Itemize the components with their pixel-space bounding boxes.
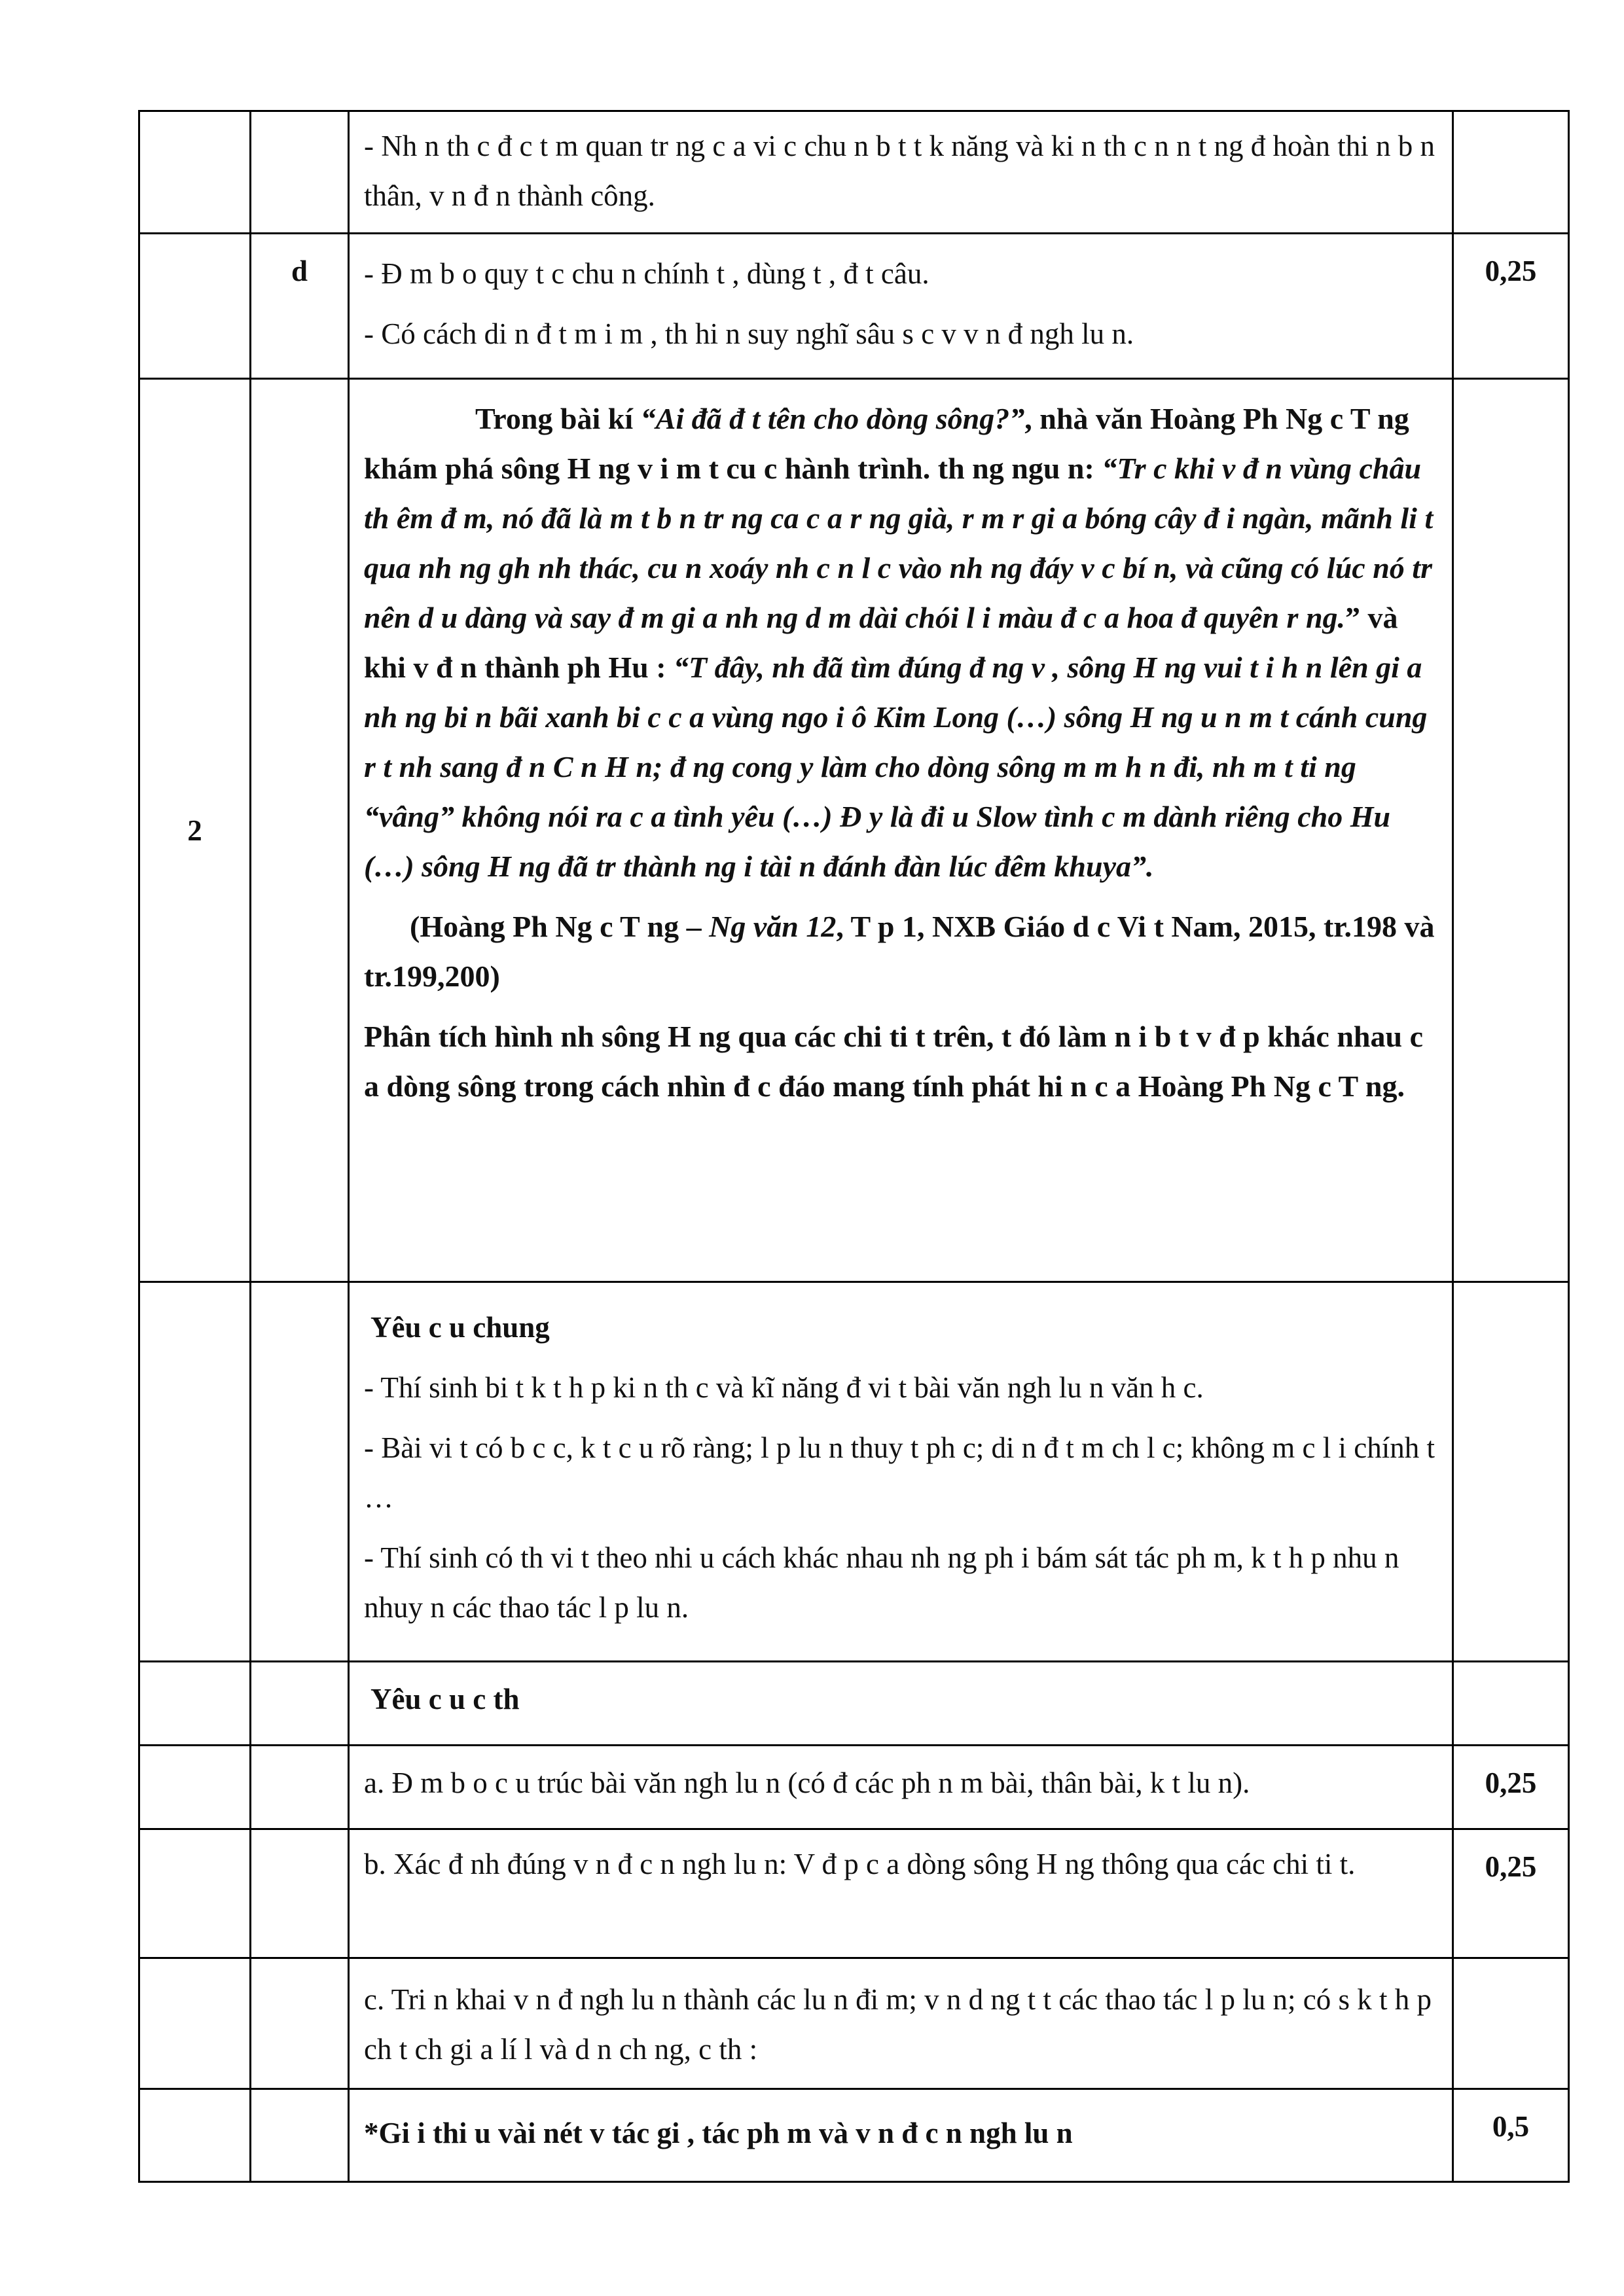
score-value: 0,5 <box>1453 2089 1569 2182</box>
subquestion-cell <box>251 1662 349 1746</box>
work-title: “Ai đã đ t tên cho dòng sông?” <box>640 402 1025 435</box>
question-cell <box>139 111 251 234</box>
section-heading: *Gi i thi u vài nét v tác gi , tác ph m và v n đ c n ngh lu n <box>364 2117 1073 2149</box>
subquestion-cell <box>251 111 349 234</box>
table-row <box>139 1662 1569 1746</box>
section-heading: Yêu c u c th <box>370 1683 520 1715</box>
score-cell <box>1453 1958 1569 2089</box>
table-row <box>139 379 1569 1282</box>
table-row <box>139 1282 1569 1662</box>
content-cell <box>349 111 1453 234</box>
subquestion-cell <box>251 2089 349 2182</box>
question-cell <box>139 1746 251 1829</box>
content-line: - Đ m b o quy t c chu n chính t , dùng t , đ t câu. <box>364 257 929 290</box>
citation-author: (Hoàng Ph Ng c T ng – <box>410 910 710 943</box>
content-cell <box>349 234 1453 379</box>
prompt-text: , nhà văn Hoàng Ph Ng c T ng khám phá sông H ng v i m t cu c hành trình. th ng ngu n: <box>364 402 1409 485</box>
prompt-text: ” và khi v đ n thành ph Hu : <box>364 601 1398 684</box>
subquestion-cell <box>251 379 349 1282</box>
answer-key-table <box>138 110 1570 2183</box>
content-cell <box>349 1958 1453 2089</box>
subquestion-cell <box>251 1829 349 1958</box>
question-cell <box>139 2089 251 2182</box>
table-row <box>139 2089 1569 2182</box>
content-cell <box>349 1746 1453 1829</box>
content-cell <box>349 379 1453 1282</box>
question-cell <box>139 1958 251 2089</box>
score-value: 0,25 <box>1453 234 1569 379</box>
question-cell <box>139 1829 251 1958</box>
table-row <box>139 1958 1569 2089</box>
source-citation <box>364 902 1440 1001</box>
content-cell <box>349 1662 1453 1746</box>
question-cell <box>139 1662 251 1746</box>
score-cell <box>1453 1282 1569 1662</box>
question-number: 2 <box>139 379 251 1282</box>
content-line: a. Đ m b o c u trúc bài văn ngh lu n (có đ các ph n m bài, thân bài, k t lu n). <box>364 1767 1250 1799</box>
score-value: 0,25 <box>1453 1746 1569 1829</box>
table-row <box>139 1829 1569 1958</box>
question-cell <box>139 234 251 379</box>
content-line: c. Tri n khai v n đ ngh lu n thành các lu n đi m; v n d ng t t các thao tác l p lu n; có s k t h p ch t ch gi a lí l và d n ch ng, c th : <box>364 1983 1432 2066</box>
prompt-intro: Trong bài kí <box>475 402 641 435</box>
table-row <box>139 111 1569 234</box>
subquestion-cell <box>251 1746 349 1829</box>
content-line: b. Xác đ nh đúng v n đ c n ngh lu n: V đ p c a dòng sông H ng thông qua các chi ti t. <box>364 1848 1356 1880</box>
score-cell <box>1453 1662 1569 1746</box>
score-cell <box>1453 111 1569 234</box>
quote-hue: “T đây, nh đã tìm đúng đ ng v , sông H ng vui t i h n lên gi a nh ng bi n bãi xanh bi c c a vùng ngo i ô Kim Long (…) sông H ng u n m t cánh cung r t nh sang đ n C n H n; đ ng cong y làm cho dòng sông m m h n đi, nh m t ti ng “vâng” không nói ra c a tình yêu (…) Đ y là đi u Slow tình c m dành riêng cho Hu (…) sông H ng đã tr thành ng i tài n đánh đàn lúc đêm khuya”. <box>364 651 1428 883</box>
content-cell <box>349 2089 1453 2182</box>
subquestion-cell <box>251 1958 349 2089</box>
table-row <box>139 234 1569 379</box>
content-cell <box>349 1282 1453 1662</box>
essay-task: Phân tích hình nh sông H ng qua các chi ti t trên, t đó làm n i b t v đ p khác nhau c a dòng sông trong cách nhìn đ c đáo mang tính phát hi n c a Hoàng Ph Ng c T ng. <box>364 1020 1424 1103</box>
essay-prompt <box>364 394 1440 891</box>
content-cell <box>349 1829 1453 1958</box>
content-line: - Thí sinh có th vi t theo nhi u cách khác nhau nh ng ph i bám sát tác ph m, k t h p nhu n nhuy n các thao tác l p lu n. <box>364 1541 1399 1624</box>
quote-upstream: “Tr c khi v đ n vùng châu th êm đ m, nó đã là m t b n tr ng ca c a r ng già, r m r gi a bóng cây đ i ngàn, mãnh li t qua nh ng gh nh thác, cu n xoáy nh c n l c vào nh ng đáy v c bí n, và cũng có lúc nó tr nên d u dàng và say đ m gi a nh ng d m dài chói l i màu đ c a hoa đ quyên r ng. <box>364 452 1434 634</box>
score-cell <box>1453 379 1569 1282</box>
section-heading: Yêu c u chung <box>370 1311 550 1344</box>
citation-book: Ng văn 12 <box>709 910 837 943</box>
content-line: - Có cách di n đ t m i m , th hi n suy nghĩ sâu s c v v n đ ngh lu n. <box>364 317 1134 350</box>
content-line: - Nh n th c đ c t m quan tr ng c a vi c chu n b t t k năng và ki n th c n n t ng đ hoàn thi n b n thân, v n đ n thành công. <box>364 130 1435 212</box>
subquestion-cell <box>251 1282 349 1662</box>
content-line: - Bài vi t có b c c, k t c u rõ ràng; l p lu n thuy t ph c; di n đ t m ch l c; không m c l i chính t … <box>364 1431 1435 1514</box>
content-line: - Thí sinh bi t k t h p ki n th c và kĩ năng đ vi t bài văn ngh lu n văn h c. <box>364 1371 1204 1404</box>
citation-details: , T p 1, NXB Giáo d c Vi t Nam, 2015, tr.198 và tr.199,200) <box>364 910 1435 993</box>
subquestion-label: d <box>251 234 349 379</box>
score-value: 0,25 <box>1453 1829 1569 1958</box>
question-cell <box>139 1282 251 1662</box>
table-row <box>139 1746 1569 1829</box>
